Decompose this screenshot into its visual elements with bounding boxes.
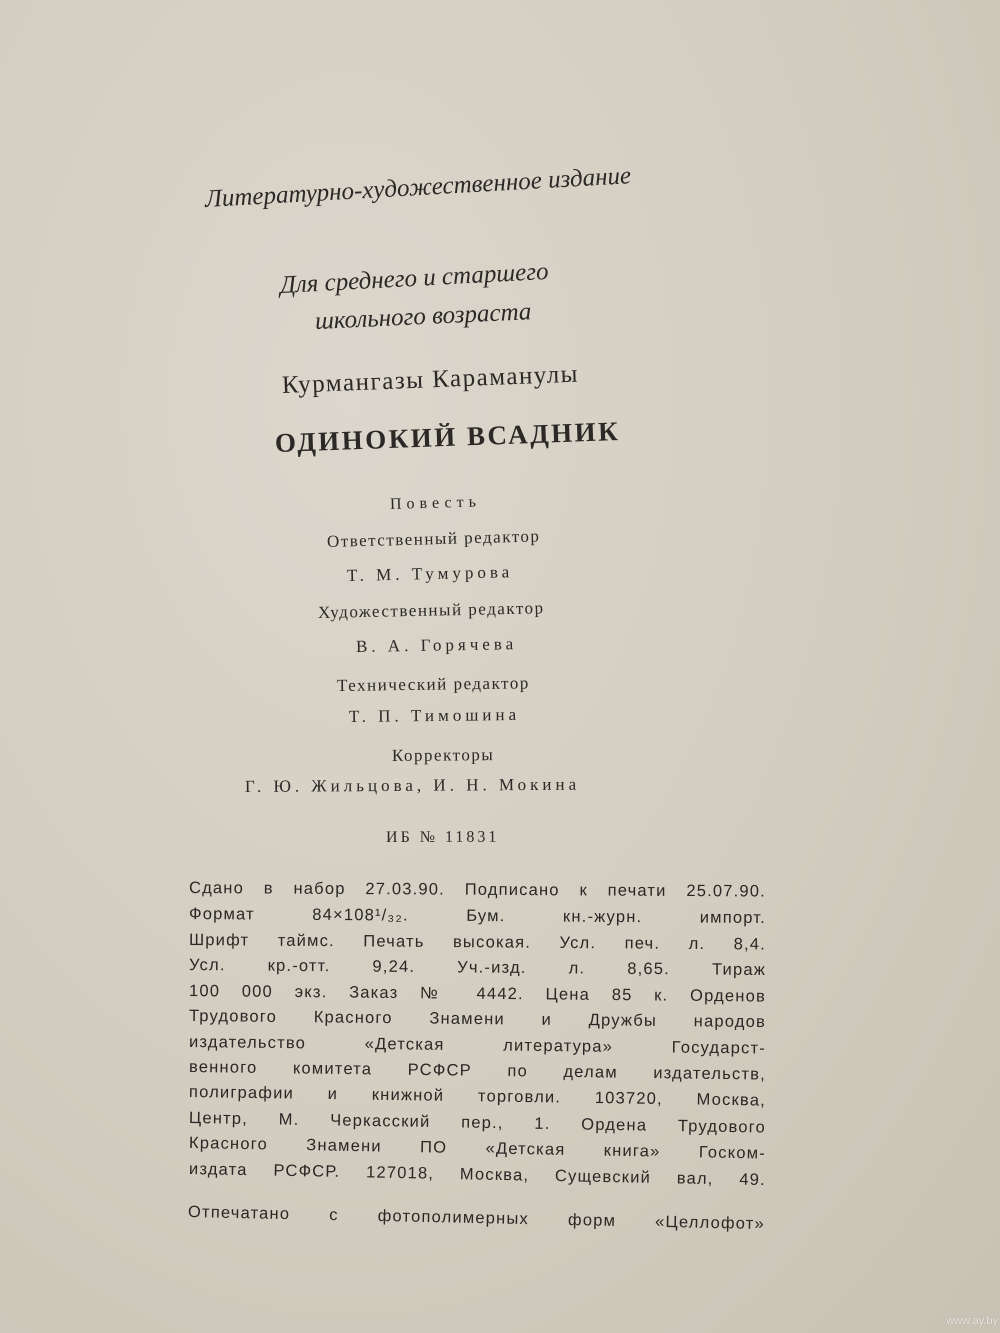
imprint-line: 100 000 экз. Заказ № 4442. Цена 85 к. Орденов bbox=[188, 982, 767, 1006]
book-genre: Повесть bbox=[389, 493, 482, 513]
correctors-names: Г. Ю. Жильцова, И. Н. Мокина bbox=[244, 774, 581, 796]
ib-number: ИБ № 11831 bbox=[385, 828, 500, 846]
responsible-editor-name: Т. М. Тумурова bbox=[346, 562, 514, 585]
technical-editor-name: Т. П. Тимошина bbox=[348, 704, 521, 726]
imprint-line: издата РСФСР. 127018, Москва, Сущевский вал, 49. bbox=[188, 1160, 767, 1190]
audience-line-1: Для среднего и старшего bbox=[279, 257, 550, 299]
edition-type: Литературно-художественное издание bbox=[204, 162, 632, 213]
correctors-label: Корректоры bbox=[391, 745, 495, 765]
printed-from-note: Отпечатано с фотополимерных форм «Целлофот» bbox=[187, 1203, 766, 1234]
imprint-line: Центр, М. Черкасский пер., 1. Ордена Трудового bbox=[188, 1109, 767, 1137]
book-author: Курмангазы Караманулы bbox=[281, 360, 580, 399]
imprint-line: полиграфии и книжной торговли. 103720, Москва, bbox=[188, 1083, 767, 1110]
responsible-editor-label: Ответственный редактор bbox=[326, 526, 541, 551]
technical-editor-label: Технический редактор bbox=[336, 673, 530, 695]
imprint-line: Формат 84×108¹/₃₂. Бум. кн.-журн. импорт. bbox=[188, 905, 767, 928]
imprint-line: Трудового Красного Знамени и Дружбы народов bbox=[188, 1007, 767, 1032]
imprint-line: Шрифт таймс. Печать высокая. Усл. печ. л. 8,4. bbox=[188, 931, 767, 954]
imprint-line: издательство «Детская литература» Государст- bbox=[188, 1033, 767, 1058]
imprint-line: Сдано в набор 27.03.90. Подписано к печати 25.07.90. bbox=[188, 879, 767, 901]
site-watermark: www.ay.by bbox=[946, 1315, 998, 1327]
imprint-line: венного комитета РСФСР по делам издательств, bbox=[188, 1058, 767, 1084]
audience-line-2: школьного возраста bbox=[314, 298, 532, 335]
imprint-line: Красного Знамени ПО «Детская книга» Госком- bbox=[188, 1134, 767, 1163]
art-editor-name: В. А. Горячева bbox=[355, 634, 518, 656]
art-editor-label: Художественный редактор bbox=[317, 598, 545, 622]
imprint-line: Усл. кр.-отт. 9,24. Уч.-изд. л. 8,65. Тираж bbox=[188, 956, 767, 980]
book-title: ОДИНОКИЙ ВСАДНИК bbox=[274, 415, 621, 458]
